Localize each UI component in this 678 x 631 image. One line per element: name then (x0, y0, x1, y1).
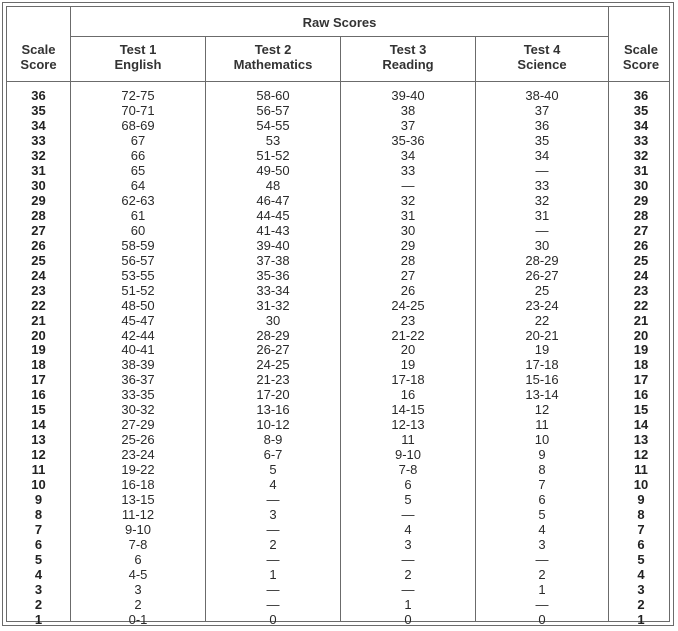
table-row (7, 582, 669, 597)
english-raw: 3 (134, 582, 142, 597)
reading-raw: 20 (400, 342, 416, 358)
math-raw: 41-43 (256, 222, 290, 238)
scale-score-right: 23 (633, 282, 649, 298)
scale-score-right: 29 (633, 192, 649, 208)
english-raw: 27-29 (121, 417, 155, 433)
table-row (7, 268, 669, 283)
science-raw: 36 (534, 117, 550, 133)
science-raw: 30 (534, 237, 550, 253)
english-raw: 30-32 (121, 402, 155, 418)
scale-score-right: 4 (637, 567, 645, 583)
reading-raw: 21-22 (391, 327, 425, 343)
reading-raw: 9-10 (394, 447, 422, 463)
table-row (7, 328, 669, 343)
english-raw: 16-18 (121, 477, 155, 493)
english-raw: 7-8 (128, 537, 148, 553)
science-raw: 13-14 (525, 387, 559, 403)
math-raw: 35-36 (256, 267, 290, 283)
science-raw: 2 (538, 567, 546, 583)
scale-score-left: 12 (31, 447, 46, 463)
scale-score-right: 6 (637, 537, 645, 553)
science-raw: 3 (538, 537, 546, 553)
reading-raw: 39-40 (391, 88, 425, 103)
scale-score-left: 4 (34, 567, 43, 583)
scale-score-left: 28 (31, 207, 46, 223)
scale-score-right: 14 (633, 417, 649, 433)
table-row (7, 357, 669, 372)
header-line: Scale (624, 42, 658, 57)
header-line: Test 1 (119, 42, 157, 57)
english-raw: 38-39 (121, 357, 155, 373)
science-raw: 22 (534, 312, 550, 328)
scale-score-right: 26 (633, 237, 649, 253)
reading-raw: 3 (404, 537, 412, 553)
english-raw: 60 (130, 222, 146, 238)
header-scale-score-left (7, 42, 70, 72)
science-raw: — (535, 162, 549, 178)
scale-score-right: 15 (633, 402, 649, 418)
scale-score-left: 30 (31, 177, 46, 193)
reading-raw: 19 (400, 357, 416, 373)
table-row (7, 522, 669, 537)
score-table (6, 6, 670, 627)
english-raw: 33-35 (121, 387, 155, 403)
english-raw: 19-22 (121, 462, 155, 478)
science-raw: 9 (538, 447, 546, 463)
table-row (7, 178, 669, 193)
table-row (7, 223, 669, 238)
scale-score-left: 21 (31, 312, 46, 328)
table-row (7, 447, 669, 462)
table-row (7, 298, 669, 313)
reading-raw: 38 (400, 102, 416, 118)
header-test3-reading (341, 42, 475, 72)
scale-score-left: 22 (31, 297, 46, 313)
score-table-frame (2, 2, 674, 626)
science-raw: 6 (538, 492, 546, 508)
reading-raw: — (401, 582, 415, 597)
reading-raw: 26 (400, 282, 416, 298)
science-raw: 32 (534, 192, 550, 208)
scale-score-left: 1 (34, 611, 43, 627)
scale-score-left: 33 (31, 132, 46, 148)
table-row (7, 612, 669, 627)
english-raw: 62-63 (121, 192, 155, 208)
math-raw: 56-57 (256, 102, 290, 118)
scale-score-right: 16 (633, 387, 649, 403)
scale-score-left: 35 (31, 102, 46, 118)
science-raw: 20-21 (525, 327, 559, 343)
header-line: Test 4 (523, 42, 561, 57)
english-raw: 11-12 (121, 507, 155, 523)
scale-score-left: 17 (31, 372, 46, 388)
scale-score-left: 6 (34, 537, 43, 553)
science-raw: 19 (534, 342, 550, 358)
science-raw: 26-27 (525, 267, 559, 283)
table-row (7, 193, 669, 208)
english-raw: 40-41 (121, 342, 155, 358)
english-raw: 23-24 (121, 447, 155, 463)
scale-score-left: 8 (34, 507, 43, 523)
reading-raw: 24-25 (391, 297, 425, 313)
scale-score-right: 20 (633, 327, 649, 343)
science-raw: 34 (534, 147, 550, 163)
reading-raw: — (401, 177, 415, 193)
table-row (7, 133, 669, 148)
scale-score-right: 34 (633, 117, 649, 133)
math-raw: 26-27 (256, 342, 290, 358)
reading-raw: 5 (404, 492, 412, 508)
science-raw: 15-16 (525, 372, 559, 388)
table-row (7, 597, 669, 612)
table-row (7, 507, 669, 522)
reading-raw: 0 (404, 611, 412, 627)
math-raw: 2 (269, 537, 277, 553)
reading-raw: 27 (400, 267, 416, 283)
math-raw: 33-34 (256, 282, 290, 298)
math-raw: 21-23 (256, 372, 290, 388)
science-raw: 33 (534, 177, 550, 193)
reading-raw: 12-13 (391, 417, 425, 433)
table-row (7, 402, 669, 417)
math-raw: — (266, 552, 280, 568)
scale-score-right: 3 (637, 582, 645, 597)
math-raw: 1 (269, 567, 277, 583)
table-row (7, 238, 669, 253)
scale-score-right: 25 (633, 252, 649, 268)
reading-raw: 11 (401, 432, 415, 448)
english-raw: 53-55 (121, 267, 155, 283)
math-raw: 6-7 (263, 447, 283, 463)
header-test2-mathematics (206, 42, 340, 72)
math-raw: — (266, 492, 280, 508)
science-raw: — (535, 222, 549, 238)
table-row (7, 118, 669, 133)
scale-score-right: 18 (633, 357, 649, 373)
math-raw: 46-47 (256, 192, 290, 208)
science-raw: 35 (534, 132, 550, 148)
math-raw: 37-38 (256, 252, 290, 268)
english-raw: 25-26 (121, 432, 155, 448)
english-raw: 70-71 (121, 102, 155, 118)
reading-raw: 28 (400, 252, 416, 268)
english-raw: 36-37 (121, 372, 155, 388)
math-raw: 49-50 (256, 162, 290, 178)
scale-score-left: 24 (31, 267, 46, 283)
reading-raw: 33 (400, 162, 416, 178)
math-raw: 28-29 (256, 327, 290, 343)
scale-score-left: 23 (31, 282, 46, 298)
science-raw: — (535, 596, 549, 612)
scale-score-right: 32 (633, 147, 649, 163)
reading-raw: 29 (400, 237, 416, 253)
table-row (7, 163, 669, 178)
reading-raw: 16 (400, 387, 416, 403)
english-raw: 68-69 (121, 117, 155, 133)
scale-score-right: 9 (637, 492, 645, 508)
math-raw: 3 (269, 507, 277, 523)
table-row (7, 372, 669, 387)
english-raw: 9-10 (124, 522, 152, 538)
header-scale-score-right (609, 42, 673, 72)
math-raw: — (266, 582, 280, 597)
table-row (7, 462, 669, 477)
scale-score-right: 24 (633, 267, 649, 283)
reading-raw: — (401, 507, 415, 523)
english-raw: 42-44 (121, 327, 155, 343)
english-raw: 58-59 (121, 237, 155, 253)
table-row (7, 537, 669, 552)
scale-score-right: 36 (633, 88, 649, 103)
reading-raw: 4 (404, 522, 412, 538)
english-raw: 67 (130, 132, 146, 148)
science-raw: 5 (538, 507, 546, 523)
scale-score-right: 11 (634, 462, 648, 478)
science-raw: 38-40 (525, 88, 559, 103)
scale-score-right: 19 (633, 342, 649, 358)
scale-score-left: 2 (34, 596, 43, 612)
reading-raw: 7-8 (398, 462, 418, 478)
english-raw: 48-50 (121, 297, 155, 313)
reading-raw: 2 (404, 567, 412, 583)
header-line: Reading (382, 57, 434, 72)
scale-score-left: 29 (31, 192, 46, 208)
scale-score-right: 17 (633, 372, 649, 388)
table-row (7, 313, 669, 328)
header-test1-english (71, 42, 205, 72)
table-row (7, 417, 669, 432)
table-row (7, 552, 669, 567)
math-raw: 24-25 (256, 357, 290, 373)
scale-score-left: 13 (31, 432, 46, 448)
science-raw: 10 (534, 432, 550, 448)
scale-score-right: 10 (633, 477, 649, 493)
scale-score-right: 21 (633, 312, 649, 328)
math-raw: 53 (265, 132, 281, 148)
scale-score-right: 7 (637, 522, 645, 538)
scale-score-right: 31 (633, 162, 649, 178)
scale-score-left: 9 (34, 492, 43, 508)
science-raw: 12 (534, 402, 550, 418)
math-raw: 44-45 (256, 207, 290, 223)
scale-score-right: 35 (633, 102, 649, 118)
science-raw: 8 (538, 462, 546, 478)
header-divider (7, 81, 669, 82)
math-raw: 13-16 (256, 402, 290, 418)
math-raw: 10-12 (256, 417, 290, 433)
english-raw: 2 (134, 596, 142, 612)
english-raw: 4-5 (128, 567, 148, 583)
science-raw: 28-29 (525, 252, 559, 268)
science-raw: 1 (538, 582, 546, 597)
math-raw: 8-9 (263, 432, 283, 448)
math-raw: 5 (269, 462, 277, 478)
science-raw: 37 (534, 102, 550, 118)
table-row (7, 88, 669, 103)
table-row (7, 387, 669, 402)
header-line: Mathematics (233, 57, 313, 72)
reading-raw: 23 (400, 312, 416, 328)
header-line: English (114, 57, 162, 72)
scale-score-left: 19 (31, 342, 46, 358)
scale-score-right: 33 (633, 132, 649, 148)
english-raw: 45-47 (121, 312, 155, 328)
table-row (7, 103, 669, 118)
math-raw: 51-52 (256, 147, 290, 163)
scale-score-left: 3 (34, 582, 43, 597)
header-test4-science (476, 42, 608, 72)
science-raw: 23-24 (525, 297, 559, 313)
scale-score-left: 18 (31, 357, 46, 373)
table-row (7, 567, 669, 582)
science-raw: 25 (534, 282, 550, 298)
header-line: Score (622, 57, 660, 72)
header-line: Score (20, 57, 57, 72)
scale-score-left: 20 (31, 327, 46, 343)
math-raw: 39-40 (256, 237, 290, 253)
table-row (7, 432, 669, 447)
science-raw: 4 (538, 522, 546, 538)
reading-raw: 35-36 (391, 132, 425, 148)
science-raw: 11 (535, 417, 549, 433)
english-raw: 56-57 (121, 252, 155, 268)
table-row (7, 253, 669, 268)
english-raw: 64 (130, 177, 146, 193)
scale-score-left: 10 (31, 477, 46, 493)
math-raw: 30 (265, 312, 281, 328)
english-raw: 66 (130, 147, 146, 163)
reading-raw: 14-15 (391, 402, 425, 418)
scale-score-right: 27 (633, 222, 649, 238)
science-raw: 31 (534, 207, 550, 223)
english-raw: 65 (130, 162, 146, 178)
raw-scores-header: Raw Scores (302, 15, 377, 30)
science-raw: 17-18 (525, 357, 559, 373)
math-raw: 17-20 (256, 387, 290, 403)
scale-score-left: 7 (34, 522, 43, 538)
table-row (7, 492, 669, 507)
scale-score-left: 31 (31, 162, 46, 178)
science-raw: 0 (538, 611, 546, 627)
english-raw: 13-15 (121, 492, 155, 508)
scale-score-left: 34 (31, 117, 46, 133)
scale-score-left: 27 (31, 222, 46, 238)
table-row (7, 477, 669, 492)
scale-score-right: 22 (633, 297, 649, 313)
math-raw: 58-60 (256, 88, 290, 103)
english-raw: 51-52 (121, 282, 155, 298)
scale-score-right: 28 (633, 207, 649, 223)
scale-score-right: 5 (637, 552, 645, 568)
scale-score-right: 12 (633, 447, 649, 463)
science-raw: 7 (538, 477, 546, 493)
english-raw: 72-75 (121, 88, 155, 103)
math-raw: 31-32 (256, 297, 290, 313)
scale-score-left: 14 (31, 417, 46, 433)
math-raw: 4 (269, 477, 277, 493)
table-row (7, 342, 669, 357)
scale-score-right: 13 (633, 432, 649, 448)
math-raw: 0 (269, 611, 277, 627)
scale-score-left: 32 (31, 147, 46, 163)
reading-raw: 34 (400, 147, 416, 163)
header-line: Scale (21, 42, 56, 57)
reading-raw: 17-18 (391, 372, 425, 388)
reading-raw: 30 (400, 222, 416, 238)
reading-raw: 32 (400, 192, 416, 208)
group-header-divider (70, 36, 608, 37)
reading-raw: 37 (400, 117, 416, 133)
scale-score-left: 16 (31, 387, 46, 403)
math-raw: 54-55 (256, 117, 290, 133)
header-line: Test 3 (389, 42, 427, 57)
scale-score-left: 26 (31, 237, 46, 253)
science-raw: — (535, 552, 549, 568)
reading-raw: — (401, 552, 415, 568)
reading-raw: 6 (404, 477, 412, 493)
table-row (7, 283, 669, 298)
english-raw: 61 (130, 207, 146, 223)
scale-score-right: 30 (633, 177, 649, 193)
math-raw: 48 (265, 177, 281, 193)
scale-score-left: 5 (34, 552, 43, 568)
scale-score-left: 36 (31, 88, 46, 103)
table-row (7, 208, 669, 223)
scale-score-right: 8 (637, 507, 645, 523)
table-row (7, 148, 669, 163)
scale-score-right: 1 (637, 611, 645, 627)
english-raw: 6 (134, 552, 142, 568)
math-raw: — (266, 522, 280, 538)
scale-score-left: 25 (31, 252, 46, 268)
scale-score-left: 11 (31, 462, 46, 478)
reading-raw: 1 (404, 596, 412, 612)
scale-score-left: 15 (31, 402, 46, 418)
reading-raw: 31 (400, 207, 416, 223)
scale-score-right: 2 (637, 596, 645, 612)
math-raw: — (266, 596, 280, 612)
header-line: Science (517, 57, 567, 72)
header-line: Test 2 (254, 42, 292, 57)
english-raw: 0-1 (128, 611, 148, 627)
